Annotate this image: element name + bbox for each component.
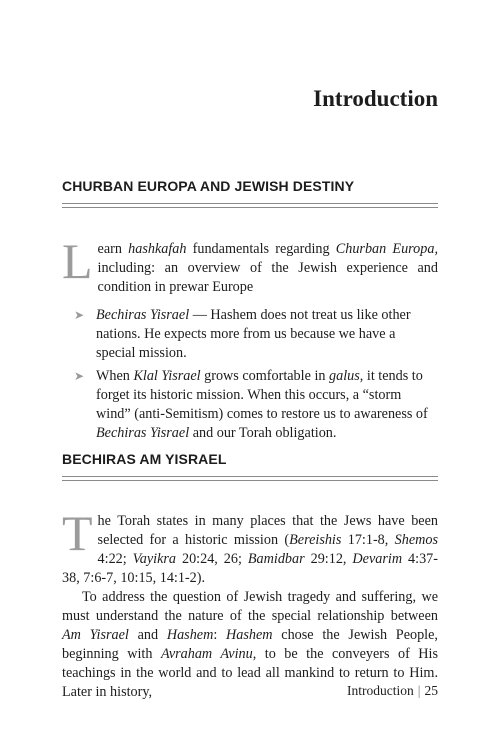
drop-cap: T [62,505,93,561]
list-item: ➤ Bechiras Yisrael — Hashem does not treat us like other nations. He expects more from us because we have a special mission. [74,307,411,361]
list-item: ➤ When Klal Yisrael grows comfortable in galus, it tends to forget its historic mission. When this occurs, a “storm wind” (anti-Semitism) comes to restore us to awareness of Bechiras Yisrael and our Torah obligation. [74,368,428,441]
triangle-bullet-icon: ➤ [74,369,85,383]
section-heading-churban-europa: CHURBAN EUROPA AND JEWISH DESTINY [62,178,355,194]
body-paragraph-2: To address the question of Jewish tragedy and suffering, we must understand the nature of the special relationship between Am Yisrael and Hashem: Hashem chose the Jewish People, beginning with Avraham Avinu, to be the conveyers of His teachings in the world and to lead all mankind to return to Him. Later in history, [62,589,439,700]
body-paragraph-1: The Torah states in many places that the Jews have been selected for a historic mission (Bereishis 17:1-8, Shemos 4:22; Vayikra 20:24, 26; Bamidbar 29:12, Devarim 4:37-38, 7:6-7, 10:15, 14:1-2). [62,505,438,586]
page-footer [347,683,438,699]
footer-separator: | [417,683,421,698]
section-rule [62,476,438,481]
running-footer-title: Introduction [347,683,414,698]
intro-paragraph: Learn hashkafah fundamentals regarding Churban Europa, including: an overview of the Jewish experience and condition in prewar Europe [62,233,438,295]
section-heading-bechiras-am-yisrael: BECHIRAS AM YISRAEL [62,451,227,467]
bullet-list [62,306,438,447]
page-number: 25 [424,683,438,698]
section-rule [62,203,438,208]
page-title: Introduction [313,86,438,111]
triangle-bullet-icon: ➤ [74,308,85,322]
drop-cap: L [62,233,93,289]
